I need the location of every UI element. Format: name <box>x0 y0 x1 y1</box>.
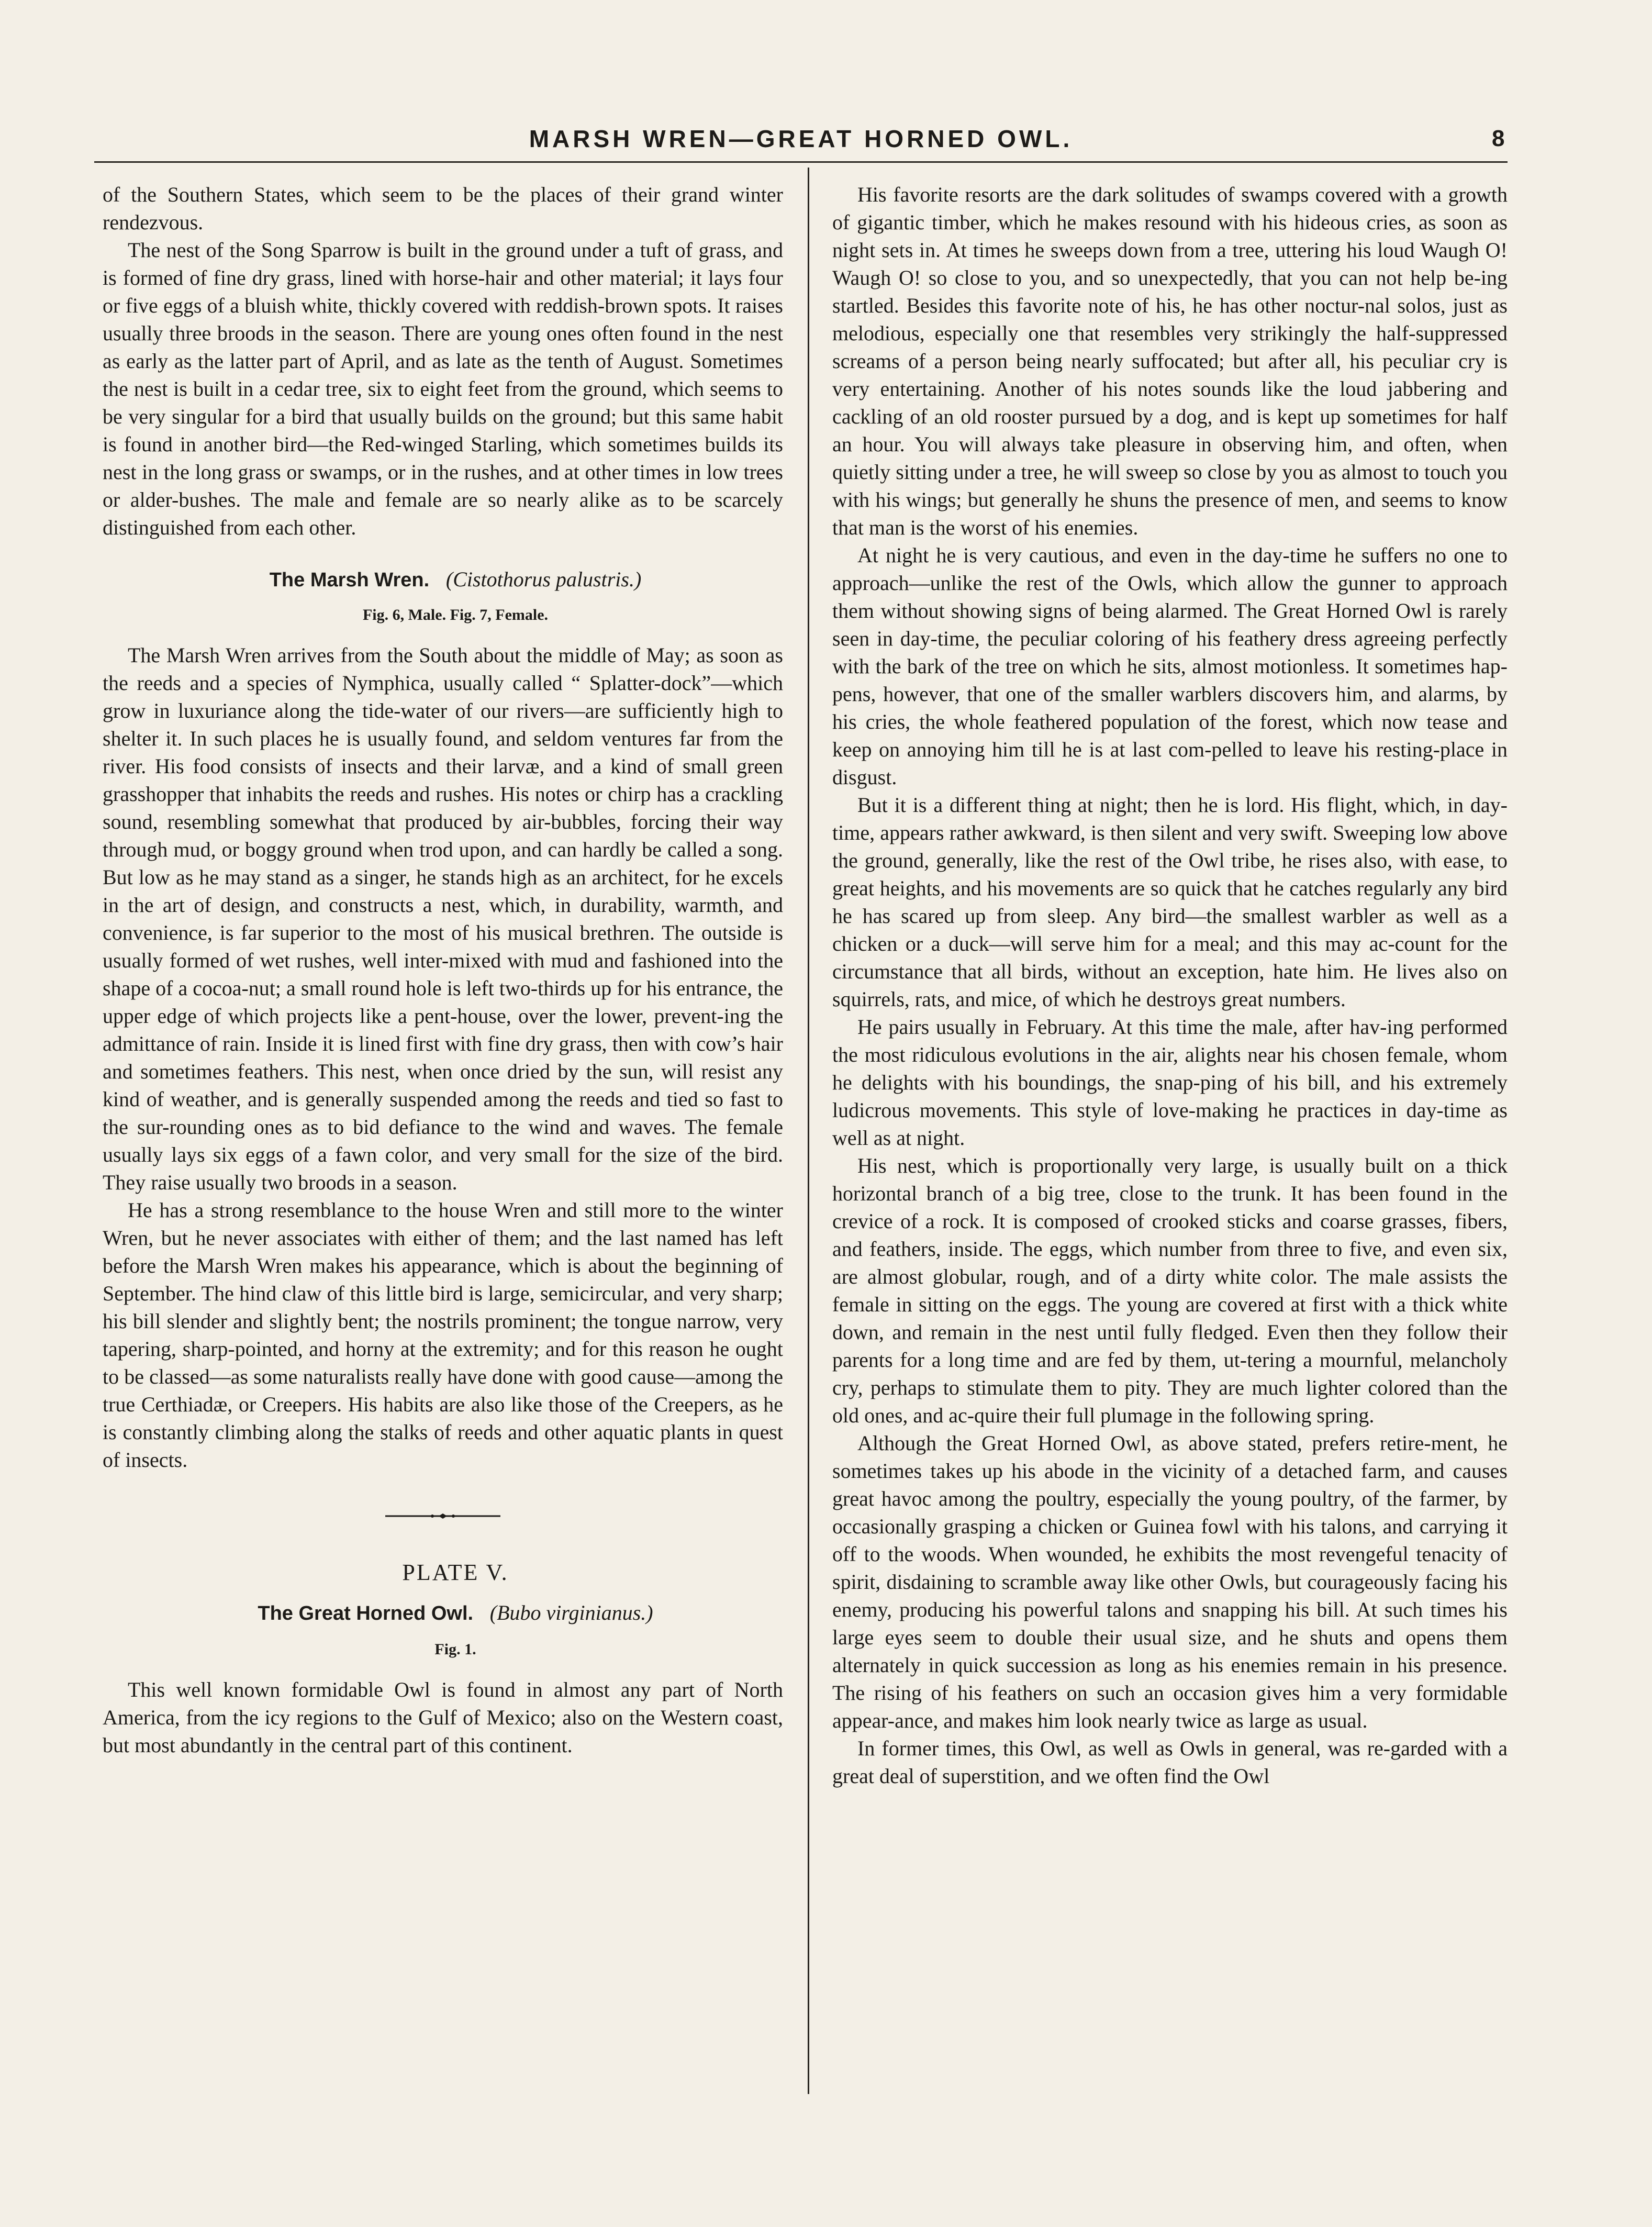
paragraph: of the Southern States, which seem to be the places of their grand winter rendezvous. <box>103 183 783 234</box>
paragraph: The Marsh Wren arrives from the South about the middle of May; as soon as the reeds and a species of Nymphica, usually called “ Splatter-dock”—which grow in luxuriance along the tide-water of our rivers—are sufficiently high to shelter it. In such places he is usually found, and seldom ventures far from the river. His food consists of insects and their larvæ, and a kind of small green grasshopper that inhabits the reeds and rushes. His notes or chirp has a crackling sound, resembling somewhat that produced by air-bubbles, forcing their way through mud, or boggy ground when trod upon, and can hardly be called a song. But low as he may stand as a singer, he stands high as an architect, for he excels in the art of design, and constructs a nest, which, in durability, warmth, and convenience, is far superior to the most of his musical brethren. The outside is usually formed of wet rushes, well inter-mixed with mud and fashioned into the shape of a cocoa-nut; a small round hole is left two-thirds up for his entrance, the upper edge of which projects like a pent-house, over the lower, prevent-ing the admittance of rain. Inside it is lined first with fine dry grass, then with cow’s hair and sometimes feathers. This nest, when once dried by the sun, will resist any kind of weather, and is generally suspended among the reeds and tied so fast to the sur-rounding ones as to bid defiance to the wind and waves. The female usually lays six eggs of a fawn color, and very small for the size of the bird. They raise usually two broods in a season. <box>103 643 783 1194</box>
species-name: The Marsh Wren. <box>269 569 430 591</box>
paragraph: He pairs usually in February. At this time the male, after hav-ing performed the most ridiculous evolutions in the air, alights near his chosen female, whom he delights with his boundings, the snap-ping of his bill, and his extremely ludicrous movements. This style of love-making he practices in day-time as well as at night. <box>832 1015 1508 1150</box>
section-heading-marsh-wren <box>103 565 783 594</box>
ornament-divider <box>385 1512 500 1520</box>
paragraph: This well known formidable Owl is found in almost any part of North America, from the icy regions to the Gulf of Mexico; also on the Western coast, but most abundantly in the central part of this continent. <box>103 1678 783 1757</box>
paragraph: The nest of the Song Sparrow is built in the ground under a tuft of grass, and is formed of fine dry grass, lined with horse-hair and other material; it lays four or five eggs of a bluish white, thickly covered with reddish-brown spots. It raises usually three broods in the season. There are young ones often found in the nest as early as the latter part of April, and as late as the tenth of August. Sometimes the nest is built in a cedar tree, six to eight feet from the ground, which seems to be very singular for a bird that usually builds on the ground; but this same habit is found in another bird—the Red-winged Starling, which sometimes builds its nest in the long grass or swamps, or in the rushes, and at other times in low trees or alder-bushes. The male and female are so nearly alike as to be scarcely distinguished from each other. <box>103 238 783 539</box>
section-ornament <box>103 1512 783 1520</box>
left-column <box>103 181 783 1759</box>
section-heading-great-horned-owl <box>103 1599 783 1628</box>
species-latin-name: (Bubo virginianus.) <box>489 1601 653 1624</box>
species-latin-name: (Cistothorus palustris.) <box>445 567 642 591</box>
paragraph: His nest, which is proportionally very large, is usually built on a thick horizontal branch of a big tree, close to the trunk. It has been found in the crevice of a rock. It is composed of crooked sticks and coarse grasses, fibers, and feathers, inside. The eggs, which number from three to five, and even six, are almost globular, rough, and of a dirty white color. The male assists the female in sitting on the eggs. The young are covered at first with a thick white down, and remain in the nest until fully fledged. Even then they follow their parents for a long time and are fed by them, ut-tering a mournful, melancholy cry, perhaps to stimulate them to pity. They are much lighter colored than the old ones, and ac-quire their full plumage in the following spring. <box>832 1154 1508 1427</box>
paragraph: He has a strong resemblance to the house Wren and still more to the winter Wren, but he never associates with either of them; and the last named has left before the Marsh Wren makes his appearance, which is about the beginning of September. The hind claw of this little bird is large, semicircular, and very sharp; his bill slender and slightly bent; the nostrils prominent; the tongue narrow, very tapering, sharp-pointed, and horny at the extremity; and for this reason he ought to be classed—as some naturalists really have done with good cause—among the true Certhiadæ, or Creepers. His habits are also like those of the Creepers, as he is constantly climbing along the stalks of reeds and other aquatic plants in quest of insects. <box>103 1198 783 1472</box>
plate-title: PLATE V. <box>402 1560 509 1585</box>
paragraph: In former times, this Owl, as well as Owls in general, was re-garded with a great deal of superstition, and we often find the Owl <box>832 1736 1508 1788</box>
paragraph: At night he is very cautious, and even in the day-time he suffers no one to approach—unlike the rest of the Owls, which allow the gunner to approach them without showing signs of being alarmed. The Great Horned Owl is rarely seen in day-time, the peculiar coloring of his feathery dress agreeing perfectly with the bark of the tree on which he sits, almost motionless. It sometimes hap-pens, however, that one of the smaller warblers discovers him, and alarms, by his cries, the whole feathered population of the forest, which now tease and keep on annoying him till he is at last com-pelled to leave his resting-place in disgust. <box>832 543 1508 789</box>
figure-reference: Fig. 1. <box>434 1641 476 1658</box>
figure-reference: Fig. 6, Male. Fig. 7, Female. <box>362 606 549 623</box>
paragraph: Although the Great Horned Owl, as above stated, prefers retire-ment, he sometimes takes up his abode in the vicinity of a detached farm, and causes great havoc among the poultry, especially the young poultry, of the farmer, by occasionally grasping a chicken or Guinea fowl with his talons, and carrying it off to the woods. When wounded, he exhibits the most revengeful tenacity of spirit, disdaining to scramble away like other Owls, but courageously facing his enemy, producing his powerful talons and snapping his bill. At such times his large eyes seem to double their usual size, and he shuts and opens them alternately in quick succession as long as his enemies remain in his presence. The rising of his feathers on such an occasion gives him a very formidable appear-ance, and makes him look nearly twice as large as usual. <box>832 1431 1508 1732</box>
header-rule <box>94 161 1508 163</box>
paragraph: But it is a different thing at night; then he is lord. His flight, which, in day-time, appears rather awkward, is then silent and very swift. Sweeping low above the ground, generally, like the rest of the Owl tribe, he rises also, with ease, to great heights, and his movements are so quick that he catches regularly any bird he has scared up from sleep. Any bird—the smallest warbler as well as a chicken or a duck—will serve him for a meal; and this may ac-count for the circumstance that all birds, without an exception, hate him. He lives also on squirrels, rats, and mice, of which he destroys great numbers. <box>832 793 1508 1011</box>
paragraph: His favorite resorts are the dark solitudes of swamps covered with a growth of gigantic timber, which he makes resound with his hideous cries, as soon as night sets in. At times he sweeps down from a tree, uttering his loud Waugh O! Waugh O! so close to you, and so unexpectedly, that you can not help be-ing startled. Besides this favorite note of his, he has other noctur-nal solos, just as melodious, especially one that resembles very strikingly the half-suppressed screams of a person being nearly suffocated; but after all, his peculiar cry is very entertaining. Another of his notes sounds like the loud jabbering and cackling of an old rooster pursued by a dog, and is kept up sometimes for half an hour. You will always take pleasure in observing him, and often, when quietly sitting under a tree, he will sweep so close by you as almost to touch you with his wings; but generally he shuns the presence of men, and seems to know that man is the worst of his enemies. <box>832 183 1508 539</box>
right-column <box>832 181 1508 1790</box>
running-head: MARSH WREN—GREAT HORNED OWL. <box>529 125 1073 152</box>
species-name: The Great Horned Owl. <box>258 1602 474 1624</box>
column-rule <box>808 168 809 2094</box>
page-number: 8 <box>1492 126 1505 151</box>
